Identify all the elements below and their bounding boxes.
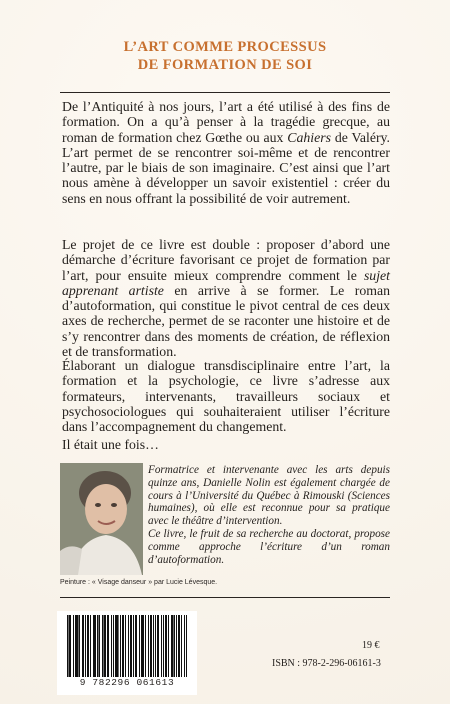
price: 19 € (362, 640, 380, 651)
barcode-bar (113, 615, 114, 677)
barcode-bar (77, 615, 79, 677)
barcode-bar (158, 615, 159, 677)
barcode-bar (163, 615, 164, 677)
barcode-bar (151, 615, 152, 677)
barcode-bar (105, 615, 106, 677)
barcode-bar (97, 615, 99, 677)
barcode-bar (179, 615, 180, 677)
barcode-bar (184, 615, 185, 677)
barcode-bar (171, 615, 172, 677)
barcode-bar (102, 615, 104, 677)
barcode-bar (161, 615, 162, 677)
barcode-bar (174, 615, 175, 677)
barcode-bar (104, 615, 105, 677)
barcode-bar (67, 615, 69, 677)
photo-credit: Peinture : « Visage danseur » par Lucie Lévesque. (60, 579, 218, 586)
barcode-bar (176, 615, 177, 677)
divider-bottom (60, 597, 390, 598)
barcode-bar (168, 615, 169, 677)
title-line-2: DE FORMATION DE SOI (137, 57, 313, 73)
barcode-bar (75, 615, 76, 677)
paragraph-2: Le projet de ce livre est double : proposer d’abord une démarche d’écriture favorisant ce projet de formation par l’art, pour ensuite mieux comprendre comment le sujet apprenant artiste en arrive à se former. Le roman d’autoformation, qui constitue le pivot central de ces deux axes de recherche, permet de se raconter une histoire et de s’y rencontrer dans des moments de création, de réflexion et de transformation. (62, 237, 390, 360)
barcode-bar (111, 615, 112, 677)
barcode-bar (130, 615, 131, 677)
barcode-bar (141, 615, 142, 677)
barcode-bar (88, 615, 89, 677)
paragraph-1: De l’Antiquité à nos jours, l’art a été utilisé à des fins de formation. On a qu’à penser à la tragédie grecque, au roman de formation chez Gœthe ou aux Cahiers de Valéry. L’art permet de se rencontrer soi-même et de rencontrer l’autre, par le biais de son imaginaire. C’est ainsi que l’art nous amène à développer un savoir existentiel : créer du sens en nous offrant la possibilité de voir autrement. (62, 99, 391, 206)
barcode-bar (128, 615, 129, 677)
barcode-bar (165, 615, 166, 677)
barcode-bar (143, 615, 144, 677)
barcode-bar (155, 615, 156, 677)
barcode-bar (181, 615, 182, 677)
barcode-bar (148, 615, 149, 677)
barcode-bar (135, 615, 136, 677)
barcode-bar (125, 615, 126, 677)
barcode-bar (73, 615, 74, 677)
barcode-bar (133, 615, 134, 677)
barcode-bar (116, 615, 117, 677)
barcode-bar (95, 615, 96, 677)
barcode-bar (93, 615, 94, 677)
barcode-bar (117, 615, 119, 677)
barcode-bar (123, 615, 124, 677)
barcode-bar (172, 615, 174, 677)
barcode-bar (136, 615, 137, 677)
barcode-bar (131, 615, 132, 677)
portrait-icon (60, 463, 143, 575)
barcode-bar (145, 615, 146, 677)
barcode-digits: 9 782296 061613 (79, 677, 175, 688)
barcode-bar (115, 615, 116, 677)
barcode-bar (90, 615, 91, 677)
barcode-bar (85, 615, 86, 677)
barcode-bar (186, 615, 187, 677)
author-portrait-painting (60, 463, 143, 575)
barcode-bar (178, 615, 179, 677)
isbn: ISBN : 978-2-296-06161-3 (272, 658, 381, 669)
barcode-bar (70, 615, 71, 677)
once-upon-a-time: Il était une fois… (62, 437, 159, 452)
paragraph-3: Élaborant un dialogue transdisciplinaire entre l’art, la formation et la psychologie, ce livre s’adresse aux formateurs, intervenants, travailleurs sociaux et psychosociologues qui souhaiteraient utiliser l’écriture dans l’accompagnement du changement. (62, 358, 390, 435)
barcode-bar (153, 615, 154, 677)
barcode-bar (99, 615, 100, 677)
barcode-bar (79, 615, 80, 677)
barcode-bar (139, 615, 140, 677)
author-bio: Formatrice et intervenante avec les arts depuis quinze ans, Danielle Nolin est également chargée de cours à l’Université du Québec à Rimouski (Sciences humaines), où elle est reconnue pour sa pratique avec le théâtre d’intervention. Ce livre, le fruit de sa recherche au doctorat, propose comme approche l’écriture d’un roman d’autoformation. (148, 464, 390, 566)
barcode-bar (120, 615, 121, 677)
title-line-1: L’ART COMME PROCESSUS (123, 39, 327, 55)
barcode-icon (57, 611, 197, 677)
barcode-bar (76, 615, 77, 677)
barcode-bar (108, 615, 109, 677)
divider-top (60, 92, 390, 93)
barcode-bar (69, 615, 70, 677)
barcode (57, 611, 197, 695)
barcode-bar (166, 615, 167, 677)
barcode-bar (150, 615, 151, 677)
barcode-bar (83, 615, 84, 677)
barcode-bar (94, 615, 95, 677)
